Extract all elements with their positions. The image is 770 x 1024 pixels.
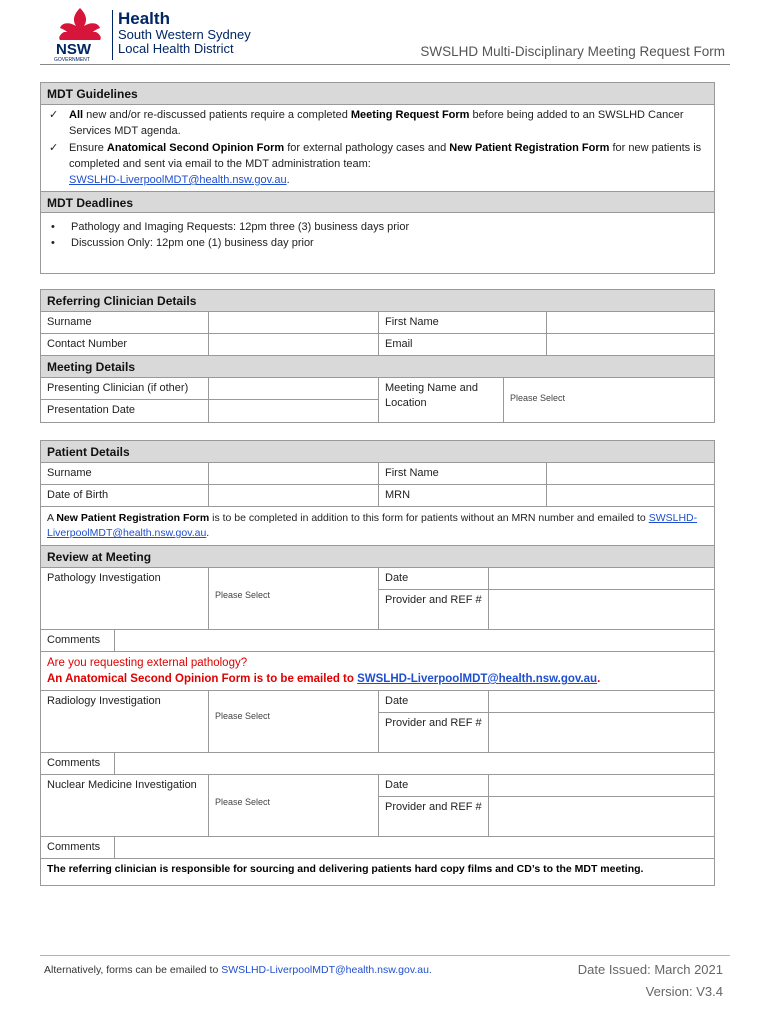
contact-label: Contact Number <box>41 334 209 355</box>
pathology-select[interactable]: Please Select <box>209 568 379 629</box>
header-divider <box>40 64 730 65</box>
external-email-link[interactable]: SWSLHD-LiverpoolMDT@health.nsw.gov.au <box>357 673 598 685</box>
nuclear-select[interactable]: Please Select <box>209 775 379 836</box>
referring-row-2 <box>41 334 714 356</box>
nuclear-comments-input[interactable] <box>115 837 714 858</box>
pathology-provider-input[interactable] <box>489 590 714 629</box>
radiology-comments-input[interactable] <box>115 753 714 774</box>
deadline-item-1: • Pathology and Imaging Requests: 12pm three (3) business days prior <box>51 221 410 233</box>
email-input[interactable] <box>547 334 714 355</box>
mdt-email-link[interactable]: SWSLHD-LiverpoolMDT@health.nsw.gov.au <box>69 174 287 186</box>
version: Version: V3.4 <box>645 984 723 999</box>
dob-input[interactable] <box>209 485 379 506</box>
nuclear-block <box>41 775 714 837</box>
presentation-date-label: Presentation Date <box>41 400 209 422</box>
nuclear-date-label: Date <box>379 775 489 797</box>
pathology-comments-input[interactable] <box>115 630 714 651</box>
checkmark-icon: ✓ <box>49 109 59 121</box>
pathology-block <box>41 568 714 630</box>
nuclear-date-input[interactable] <box>489 775 714 797</box>
district-name: Health South Western Sydney Local Health District <box>118 9 251 56</box>
radiology-label: Radiology Investigation <box>41 691 209 752</box>
meeting-heading: Meeting Details <box>41 356 714 378</box>
referring-section <box>40 289 715 423</box>
surname-label: Surname <box>41 312 209 333</box>
note-email-link[interactable]: SWSLHD-LiverpoolMDT@health.nsw.gov.au <box>47 512 698 539</box>
nuclear-provider-label: Provider and REF # <box>379 797 489 836</box>
email-label: Email <box>379 334 547 355</box>
review-heading: Review at Meeting <box>41 546 714 568</box>
radiology-provider-input[interactable] <box>489 713 714 752</box>
comments-label: Comments <box>41 753 115 774</box>
radiology-block <box>41 691 714 753</box>
patient-section <box>40 440 715 886</box>
meeting-details-grid <box>41 378 714 422</box>
patient-first-name-label: First Name <box>379 463 547 484</box>
first-name-label: First Name <box>379 312 547 333</box>
nuclear-label: Nuclear Medicine Investigation <box>41 775 209 836</box>
guideline-item-1: ✓ All new and/or re-discussed patients require a completed Meeting Request Form before being added to an SWSLHD Cancer Services MDT agenda. <box>49 109 684 137</box>
government-wordmark: GOVERNMENT <box>54 57 90 63</box>
meeting-location-label: Meeting Name and Location <box>379 378 504 422</box>
radiology-select[interactable]: Please Select <box>209 691 379 752</box>
guideline-item-2: ✓ Ensure Anatomical Second Opinion Form for external pathology cases and New Patient Registration Form for new patients is completed and sent via email to the MDT administration team: SWSLHD-LiverpoolMDT@health.nsw.gov.au. <box>49 142 702 186</box>
footer-email-link[interactable]: SWSLHD-LiverpoolMDT@health.nsw.gov.au. <box>221 964 432 976</box>
meeting-location-select[interactable]: Please Select <box>510 393 566 403</box>
comments-label: Comments <box>41 630 115 651</box>
patient-surname-label: Surname <box>41 463 209 484</box>
bullet-icon: • <box>51 221 55 233</box>
date-issued: Date Issued: March 2021 <box>577 962 723 977</box>
checkmark-icon: ✓ <box>49 142 59 154</box>
mrn-input[interactable] <box>547 485 714 506</box>
mrn-label: MRN <box>379 485 547 506</box>
patient-row-1 <box>41 463 714 485</box>
radiology-provider-label: Provider and REF # <box>379 713 489 752</box>
new-patient-note: A New Patient Registration Form is to be completed in addition to this form for patients without an MRN number and emailed to SWSLHD-LiverpoolMDT@health.nsw.gov.au. <box>41 507 714 546</box>
external-question: Are you requesting external pathology? <box>47 657 248 669</box>
comments-label: Comments <box>41 837 115 858</box>
nuclear-comments-row <box>41 837 714 859</box>
pathology-label: Pathology Investigation <box>41 568 209 629</box>
pathology-date-input[interactable] <box>489 568 714 590</box>
deadline-item-2: • Discussion Only: 12pm one (1) business day prior <box>51 237 314 249</box>
pathology-comments-row <box>41 630 714 652</box>
dob-label: Date of Birth <box>41 485 209 506</box>
presenting-label: Presenting Clinician (if other) <box>41 378 209 400</box>
nuclear-provider-input[interactable] <box>489 797 714 836</box>
responsibility-note: The referring clinician is responsible for sourcing and delivering patients hard copy films and CD’s to the MDT meeting. <box>47 863 644 875</box>
footer-note: Alternatively, forms can be emailed to SWSLHD-LiverpoolMDT@health.nsw.gov.au. <box>44 964 432 976</box>
guidelines-heading: MDT Guidelines <box>41 83 714 105</box>
guidelines-section <box>40 82 715 274</box>
patient-first-name-input[interactable] <box>547 463 714 484</box>
referring-heading: Referring Clinician Details <box>41 290 714 312</box>
pathology-provider-label: Provider and REF # <box>379 590 489 629</box>
deadlines-heading: MDT Deadlines <box>41 191 714 213</box>
referring-surname-input[interactable] <box>209 312 379 333</box>
patient-row-2 <box>41 485 714 507</box>
external-pathology-note: Are you requesting external pathology? An Anatomical Second Opinion Form is to be emailed to SWSLHD-LiverpoolMDT@health.nsw.gov.au. <box>41 652 714 691</box>
contact-number-input[interactable] <box>209 334 379 355</box>
presentation-date-input[interactable] <box>209 400 379 422</box>
radiology-comments-row <box>41 753 714 775</box>
patient-heading: Patient Details <box>41 441 714 463</box>
radiology-date-input[interactable] <box>489 691 714 713</box>
patient-surname-input[interactable] <box>209 463 379 484</box>
pathology-date-label: Date <box>379 568 489 590</box>
footer-divider <box>40 955 730 956</box>
radiology-date-label: Date <box>379 691 489 713</box>
referring-first-name-input[interactable] <box>547 312 714 333</box>
referring-row-1 <box>41 312 714 334</box>
bullet-icon: • <box>51 237 55 249</box>
form-title: SWSLHD Multi-Disciplinary Meeting Request Form <box>420 44 725 59</box>
presenting-clinician-input[interactable] <box>209 378 379 400</box>
nsw-wordmark: NSW <box>56 41 91 58</box>
logo-divider <box>112 10 113 60</box>
